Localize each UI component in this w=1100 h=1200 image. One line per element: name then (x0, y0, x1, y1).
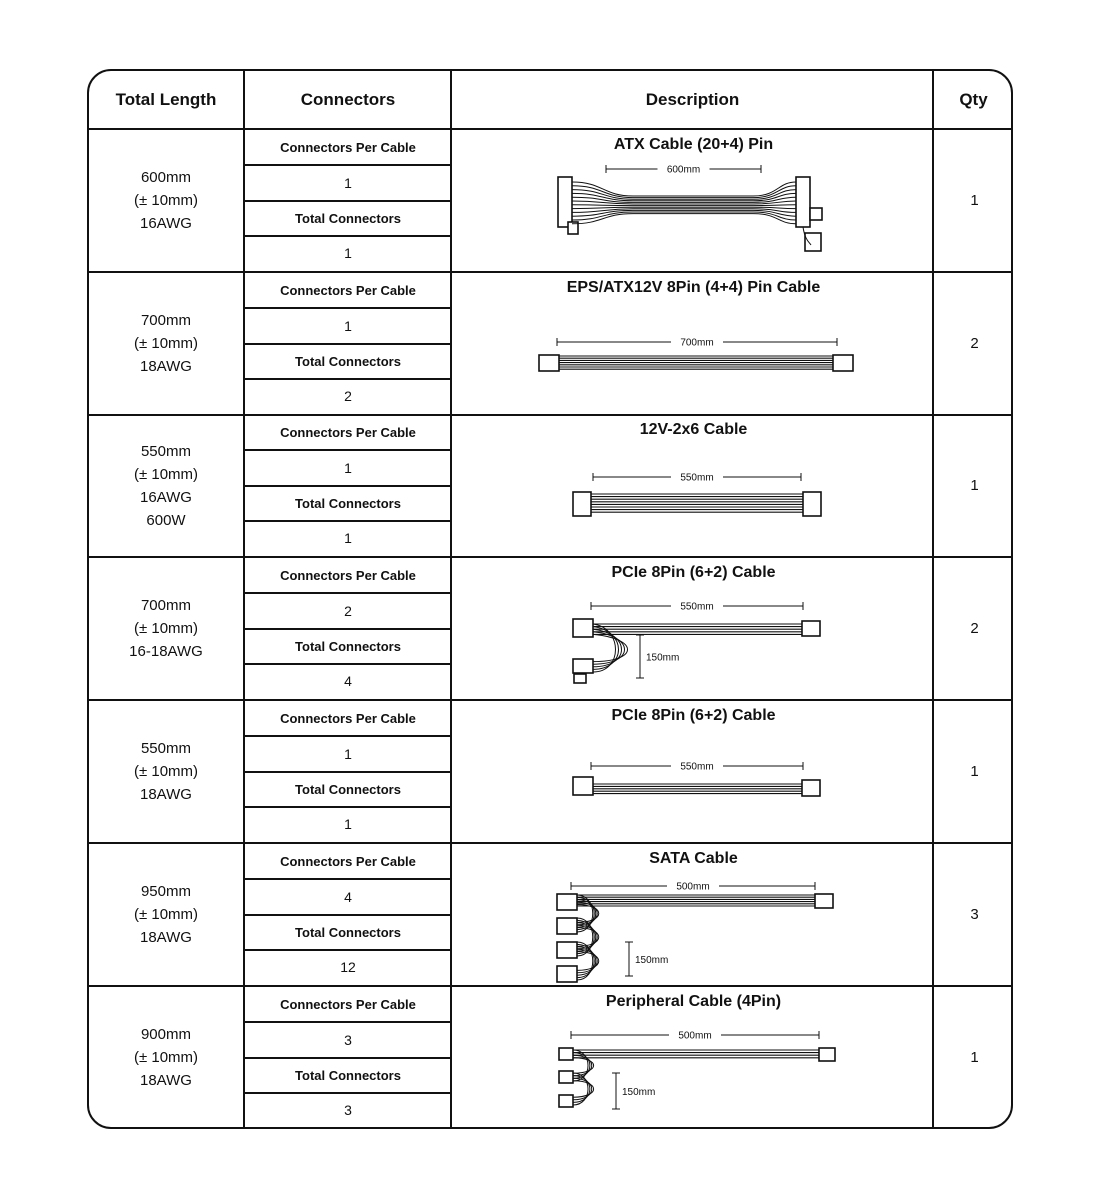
dimension-marker (591, 602, 803, 613)
dimension-marker (557, 338, 837, 349)
length-value: 550mm (140, 442, 191, 460)
total-length-cell (89, 844, 243, 985)
wire-gauge: 18AWG (140, 358, 192, 375)
header-connectors: Connectors (300, 90, 396, 109)
wire-gauge: 18AWG (140, 786, 192, 803)
description-cell (453, 415, 934, 556)
cable-diagram (453, 558, 934, 699)
spec-table (87, 69, 1013, 1129)
length-tolerance: (± 10mm) (133, 192, 199, 209)
qty-cell (936, 987, 1013, 1128)
wire-gauge: 16AWG (140, 488, 192, 506)
qty-cell (936, 558, 1013, 699)
cable-title: Peripheral Cable (4Pin) (605, 993, 782, 1010)
wire-gauge: 16AWG (140, 215, 192, 232)
description-cell (453, 130, 934, 271)
length-tolerance: (± 10mm) (133, 620, 199, 637)
connector-plug (815, 894, 833, 908)
qty-value: 1 (970, 477, 979, 494)
qty-cell (936, 701, 1013, 842)
connector-plug (559, 1095, 573, 1107)
cable-title: PCIe 8Pin (6+2) Cable (611, 564, 776, 581)
cable-title: EPS/ATX12V 8Pin (4+4) Pin Cable (566, 279, 821, 296)
qty-cell (936, 130, 1013, 271)
dimension-marker (606, 165, 761, 176)
dimension-marker (571, 1031, 819, 1042)
connector-plug (805, 233, 821, 251)
cable-title: ATX Cable (20+4) Pin (613, 136, 774, 153)
connector-plug (573, 619, 593, 637)
connector-plug (559, 1071, 573, 1083)
dimension-label: 500mm (678, 1030, 712, 1042)
total-length-cell (89, 415, 243, 556)
description-cell (453, 273, 934, 414)
connector-plug (557, 918, 577, 934)
description-cell (453, 558, 934, 699)
qty-value: 1 (970, 192, 979, 209)
total-length-cell (89, 130, 243, 271)
connector-plug (819, 1048, 835, 1061)
cable-diagram (453, 844, 934, 985)
total-connectors-label: Total Connectors (295, 638, 401, 654)
dimension-label: 150mm (635, 955, 669, 966)
wire-gauge: 18AWG (140, 1072, 192, 1089)
length-tolerance: (± 10mm) (133, 1049, 199, 1066)
length-tolerance: (± 10mm) (133, 465, 199, 483)
connectors-per-cable-value: 1 (344, 317, 352, 334)
connectors-cell (245, 558, 451, 699)
qty-value: 3 (970, 906, 979, 923)
connector-plug (559, 1048, 573, 1060)
connectors-cell (245, 130, 451, 271)
cable-diagram (453, 415, 934, 556)
qty-cell (936, 415, 1013, 556)
total-length-cell (89, 987, 243, 1128)
connector-plug (802, 621, 820, 636)
header-description: Description (645, 90, 740, 109)
total-connectors-label: Total Connectors (295, 781, 401, 797)
length-value: 700mm (140, 312, 191, 329)
cable-title: SATA Cable (649, 850, 738, 867)
cable-diagram (453, 701, 934, 842)
dimension-marker (612, 1073, 655, 1109)
length-value: 900mm (140, 1026, 191, 1043)
dimension-label: 550mm (680, 601, 714, 613)
total-connectors-value: 1 (344, 816, 352, 833)
connectors-per-cable-value: 1 (344, 459, 352, 476)
dimension-label: 600mm (666, 164, 701, 176)
cable-diagram (453, 987, 934, 1128)
connectors-cell (245, 273, 451, 414)
total-connectors-label: Total Connectors (295, 210, 401, 226)
cable-title: PCIe 8Pin (6+2) Cable (611, 707, 776, 724)
connector-plug (574, 674, 586, 683)
qty-cell (936, 273, 1013, 414)
total-connectors-label: Total Connectors (295, 924, 401, 940)
dimension-label: 550mm (680, 761, 714, 773)
description-cell (453, 701, 934, 842)
connectors-per-cable-label: Connectors Per Cable (280, 568, 416, 584)
wire-gauge: 16-18AWG (129, 643, 203, 660)
connector-plug (557, 942, 577, 958)
connector-plug (833, 355, 853, 371)
total-connectors-value: 3 (344, 1102, 352, 1119)
cable-diagram (453, 130, 934, 271)
connector-plug (557, 966, 577, 982)
cable-title: 12V-2x6 Cable (639, 421, 748, 438)
connectors-cell (245, 844, 451, 985)
total-length-cell (89, 558, 243, 699)
total-connectors-value: 1 (344, 245, 352, 262)
connector-plug (802, 780, 820, 796)
total-connectors-label: Total Connectors (295, 495, 401, 511)
dimension-marker (591, 762, 803, 773)
description-cell (453, 844, 934, 985)
dimension-label: 500mm (676, 881, 710, 893)
connector-plug (796, 177, 810, 227)
length-value: 550mm (140, 740, 191, 757)
header-total-length: Total Length (115, 90, 217, 109)
connector-plug (557, 894, 577, 910)
total-connectors-value: 4 (344, 673, 352, 690)
connectors-per-cable-label: Connectors Per Cable (280, 854, 416, 870)
wire-gauge: 18AWG (140, 929, 192, 946)
connector-plug (573, 777, 593, 795)
dimension-label: 150mm (646, 652, 680, 664)
qty-value: 1 (970, 1049, 979, 1066)
header-qty: Qty (959, 90, 988, 109)
connectors-cell (245, 987, 451, 1128)
connectors-per-cable-label: Connectors Per Cable (280, 283, 416, 299)
qty-value: 1 (970, 763, 979, 780)
connector-plug (558, 177, 572, 227)
qty-value: 2 (970, 335, 979, 352)
connectors-per-cable-label: Connectors Per Cable (280, 140, 416, 156)
length-tolerance: (± 10mm) (133, 906, 199, 923)
dimension-label: 700mm (680, 337, 714, 349)
power-rating: 600W (146, 511, 186, 529)
dimension-marker (593, 473, 801, 484)
total-length-cell (89, 701, 243, 842)
connector-plug (539, 355, 559, 371)
description-cell (453, 987, 934, 1128)
dimension-label: 550mm (680, 472, 714, 484)
total-length-cell (89, 273, 243, 414)
connectors-per-cable-value: 2 (344, 602, 352, 619)
total-connectors-value: 1 (344, 530, 352, 547)
total-connectors-value: 12 (340, 959, 356, 976)
connector-plug (573, 492, 591, 516)
connectors-per-cable-value: 4 (344, 888, 352, 905)
total-connectors-value: 2 (344, 388, 352, 405)
connectors-per-cable-label: Connectors Per Cable (280, 997, 416, 1013)
qty-cell (936, 844, 1013, 985)
length-tolerance: (± 10mm) (133, 763, 199, 780)
dimension-marker (571, 882, 815, 893)
length-value: 700mm (140, 597, 191, 614)
dimension-marker (625, 942, 668, 976)
qty-value: 2 (970, 620, 979, 637)
connector-plug (803, 492, 821, 516)
dimension-marker (636, 635, 679, 678)
connectors-per-cable-value: 1 (344, 174, 352, 191)
connectors-per-cable-label: Connectors Per Cable (280, 425, 416, 441)
connectors-cell (245, 415, 451, 556)
length-value: 600mm (140, 169, 191, 186)
connectors-per-cable-value: 1 (344, 745, 352, 762)
total-connectors-label: Total Connectors (295, 353, 401, 369)
connector-plug (810, 208, 822, 220)
total-connectors-label: Total Connectors (295, 1067, 401, 1083)
length-value: 950mm (140, 883, 191, 900)
length-tolerance: (± 10mm) (133, 335, 199, 352)
connectors-per-cable-value: 3 (344, 1031, 352, 1048)
dimension-label: 150mm (622, 1087, 656, 1098)
connector-plug (573, 659, 593, 673)
connectors-cell (245, 701, 451, 842)
cable-diagram (453, 273, 934, 414)
connectors-per-cable-label: Connectors Per Cable (280, 711, 416, 727)
